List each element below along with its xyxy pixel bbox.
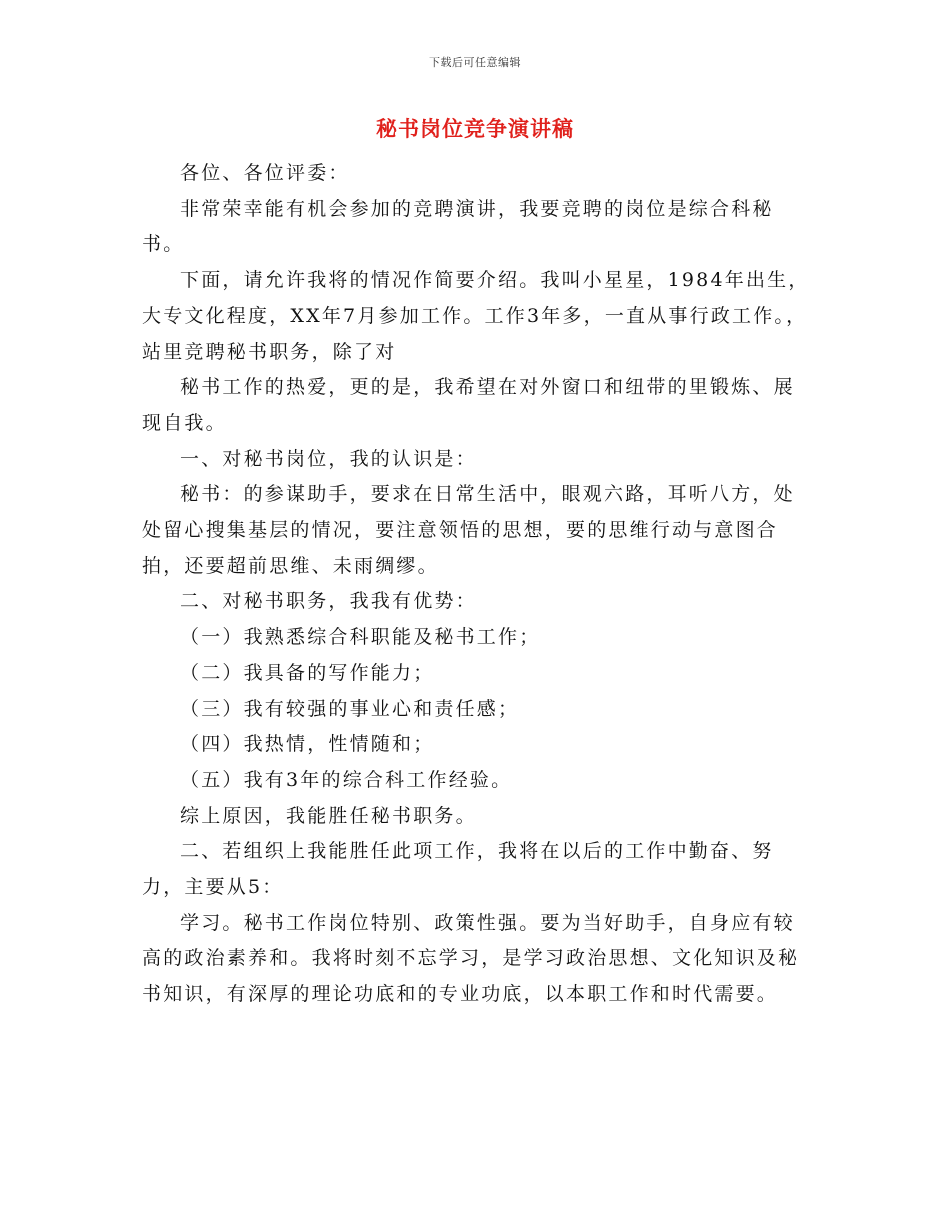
document-body (142, 156, 814, 1013)
section-heading-understanding: 一、对秘书岗位，我的认识是： (180, 447, 477, 470)
paragraph-greeting: 各位、各位评委： (180, 162, 350, 184)
paragraph-understanding: 秘书：的参谋助手，要求在日常生活中，眼观六路，耳听八方，处处留心搜集基层的情况，要注意领悟的思想，要的思维行动与意图合拍，还要超前思维、未雨绸缪。 (142, 483, 795, 577)
paragraph-study: 学习。秘书工作岗位特别、政策性强。要为当好助手，自身应有较高的政治素养和。我将时刻不忘学习，是学习政治思想、文化知识及秘书知识，有深厚的理论功底和的专业功底，以本职工作和时代需要。 (142, 911, 800, 1006)
document-title: 秘书岗位竞争演讲稿 (376, 116, 574, 141)
list-item-advantage-2: （二）我具备的写作能力； (180, 661, 435, 684)
paragraph-conclusion: 综上原因，我能胜任秘书职务。 (180, 804, 477, 827)
list-item-advantage-1: （一）我熟悉综合科职能及秘书工作； (180, 626, 541, 649)
paragraph-motivation: 秘书工作的热爱，更的是，我希望在对外窗口和纽带的里锻炼、展现自我。 (142, 376, 795, 434)
paragraph-intro: 非常荣幸能有机会参加的竞聘演讲，我要竞聘的岗位是综合科秘书。 (142, 197, 774, 256)
list-item-advantage-4: （四）我热情，性情随和； (180, 733, 435, 756)
section-heading-advantages: 二、对秘书职务，我我有优势： (180, 590, 477, 613)
section-heading-plan: 二、若组织上我能胜任此项工作，我将在以后的工作中勤奋、努力，主要从5： (142, 840, 774, 899)
page-header-note: 下载后可任意编辑 (429, 56, 521, 69)
paragraph-self-introduction: 下面，请允许我将的情况作简要介绍。我叫小星星，1984年出生，大专文化程度，XX年7月参加工作。工作3年多，一直从事行政工作。，站里竞聘秘书职务，除了对 (142, 269, 810, 363)
list-item-advantage-3: （三）我有较强的事业心和责任感； (180, 697, 520, 720)
list-item-advantage-5: （五）我有3年的综合科工作经验。 (180, 768, 513, 791)
